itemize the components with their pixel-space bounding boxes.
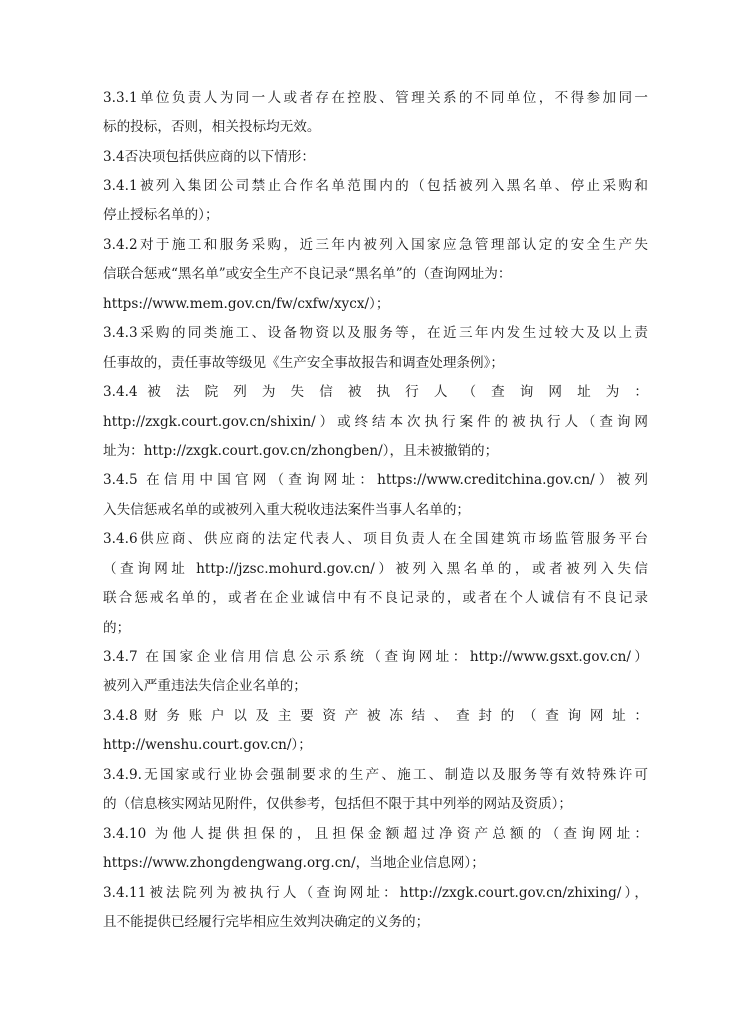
text-line: 标的投标，否则，相关投标均无效。 xyxy=(103,119,321,135)
text-line: 3.4.7 在国家企业信用信息公示系统（查询网址：http://www.gsxt.gov.cn/） xyxy=(103,649,648,665)
text-line: （查询网址 http://jzsc.mohurd.gov.cn/）被列入黑名单的，或者被列入失信 xyxy=(103,561,648,577)
text-line: 的（信息核实网站见附件，仅供参考，包括但不限于其中列举的网站及资质）； xyxy=(103,796,572,812)
text-line: 停止授标名单的）； xyxy=(103,207,219,223)
text-line: 3.4.10 为他人提供担保的，且担保金额超过净资产总额的（查询网址： xyxy=(103,826,648,842)
text-line: http://wenshu.court.gov.cn/）； xyxy=(103,737,312,753)
text-line: 3.4.9.无国家或行业协会强制要求的生产、施工、制造以及服务等有效特殊许可 xyxy=(103,767,648,783)
text-line: 3.4.4 被 法 院 列 为 失 信 被 执 行 人 （ 查 询 网 址 为 ： xyxy=(103,384,648,400)
text-line: http://zxgk.court.gov.cn/shixin/）或终结本次执行案件的被执行人（查询网 xyxy=(103,414,648,430)
text-line: 的； xyxy=(103,620,131,636)
text-line: 入失信惩戒名单的或被列入重大税收违法案件当事人名单的； xyxy=(103,502,471,518)
text-line: 3.4.11被法院列为被执行人（查询网址：http://zxgk.court.gov.cn/zhixing/）， xyxy=(103,885,648,901)
text-line: 3.3.1单位负责人为同一人或者存在控股、管理关系的不同单位，不得参加同一 xyxy=(103,90,648,106)
text-line: 3.4.6供应商、供应商的法定代表人、项目负责人在全国建筑市场监管服务平台 xyxy=(103,531,648,547)
text-line: 3.4.5 在信用中国官网（查询网址：https://www.creditchina.gov.cn/）被列 xyxy=(103,472,648,488)
text-line: 3.4否决项包括供应商的以下情形： xyxy=(103,149,315,165)
text-line: 3.4.2对于施工和服务采购，近三年内被列入国家应急管理部认定的安全生产失 xyxy=(103,237,648,253)
text-line: 且不能提供已经履行完毕相应生效判决确定的义务的； xyxy=(103,914,430,930)
text-line: 址为：http://zxgk.court.gov.cn/zhongben/），且未被撤销的； xyxy=(103,443,499,459)
text-line: 被列入严重违法失信企业名单的； xyxy=(103,678,307,694)
text-line: 3.4.1被列入集团公司禁止合作名单范围内的（包括被列入黑名单、停止采购和 xyxy=(103,178,648,194)
text-line: 3.4.8 财 务 账 户 以 及 主 要 资 产 被 冻 结 、 查 封 的 （ 查 询 网 址 ： xyxy=(103,708,648,724)
text-line: https://www.mem.gov.cn/fw/cxfw/xycx/）； xyxy=(103,296,390,312)
text-line: 3.4.3采购的同类施工、设备物资以及服务等，在近三年内发生过较大及以上责 xyxy=(103,325,648,341)
text-line: 联合惩戒名单的，或者在企业诚信中有不良记录的，或者在个人诚信有不良记录 xyxy=(103,590,648,606)
text-line: https://www.zhongdengwang.org.cn/，当地企业信息网）； xyxy=(103,855,485,871)
text-line: 任事故的，责任事故等级见《生产安全事故报告和调查处理条例》； xyxy=(103,355,505,371)
text-line: 信联合惩戒“黑名单”或安全生产不良记录“黑名单”的（查询网址为： xyxy=(103,266,512,282)
